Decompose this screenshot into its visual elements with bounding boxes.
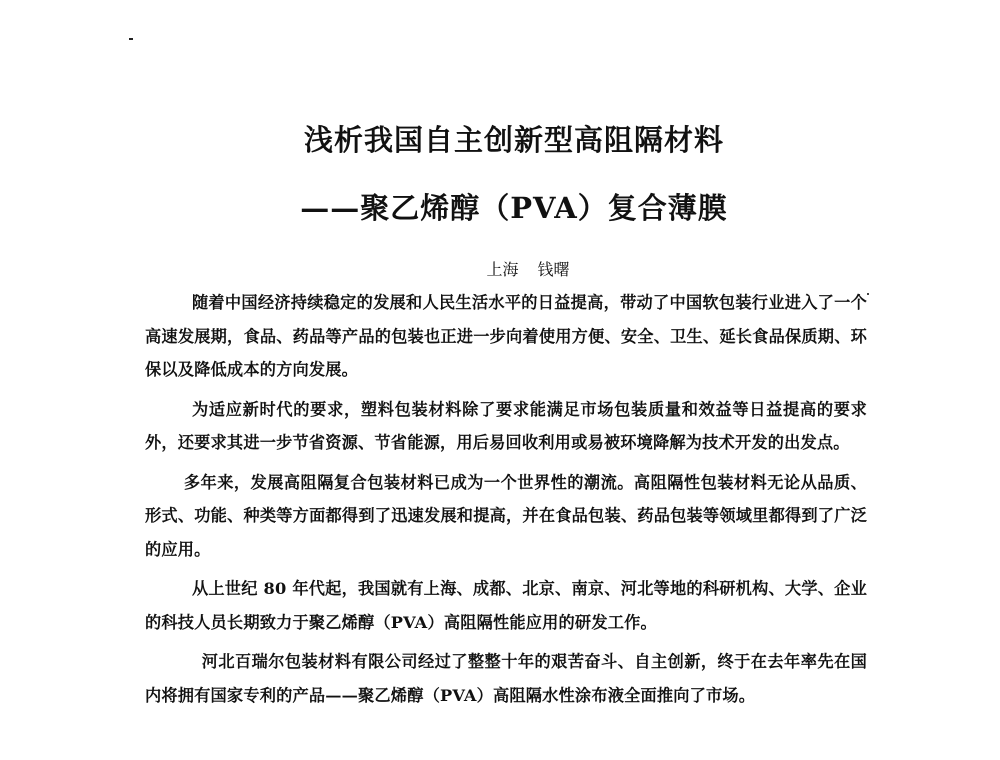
author-line [0, 257, 1000, 280]
author-name: 钱曙 [537, 260, 570, 279]
paragraph-2: 为适应新时代的要求，塑料包装材料除了要求能满足市场包装质量和效益等日益提高的要求外，还要求其进一步节省资源、节省能源，用后易回收利用或易被环境降解为技术开发的出发点。 [145, 399, 867, 452]
title-line-1: 浅析我国自主创新型高阻隔材料 [303, 123, 724, 157]
paragraph-1: 随着中国经济持续稳定的发展和人民生活水平的日益提高，带动了中国软包装行业进入了一个高速发展期，食品、药品等产品的包装也正进一步向着使用方便、安全、卫生、延长食品保质期、环保以及降低成本的方向发展。 [145, 293, 867, 379]
author-place: 上海 [486, 260, 519, 279]
title-line-2: ——聚乙烯醇（PVA）复合薄膜 [300, 191, 728, 225]
paragraph-4: 从上世纪 80 年代起，我国就有上海、成都、北京、南京、河北等地的科研机构、大学、企业的科技人员长期致力于聚乙烯醇（PVA）高阻隔性能应用的研发工作。 [145, 579, 867, 632]
paragraph-3: 多年来，发展高阻隔复合包装材料已成为一个世界性的潮流。高阻隔性包装材料无论从品质、形式、功能、种类等方面都得到了迅速发展和提高，并在食品包装、药品包装等领域里都得到了广泛的应用。 [145, 472, 867, 559]
scan-artifact-mark [129, 38, 133, 40]
paragraph-5: 河北百瑞尔包装材料有限公司经过了整整十年的艰苦奋斗、自主创新，终于在去年率先在国内将拥有国家专利的产品——聚乙烯醇（PVA）高阻隔水性涂布液全面推向了市场。 [145, 652, 867, 705]
body-text [145, 286, 867, 718]
scan-artifact-dot [867, 293, 869, 295]
